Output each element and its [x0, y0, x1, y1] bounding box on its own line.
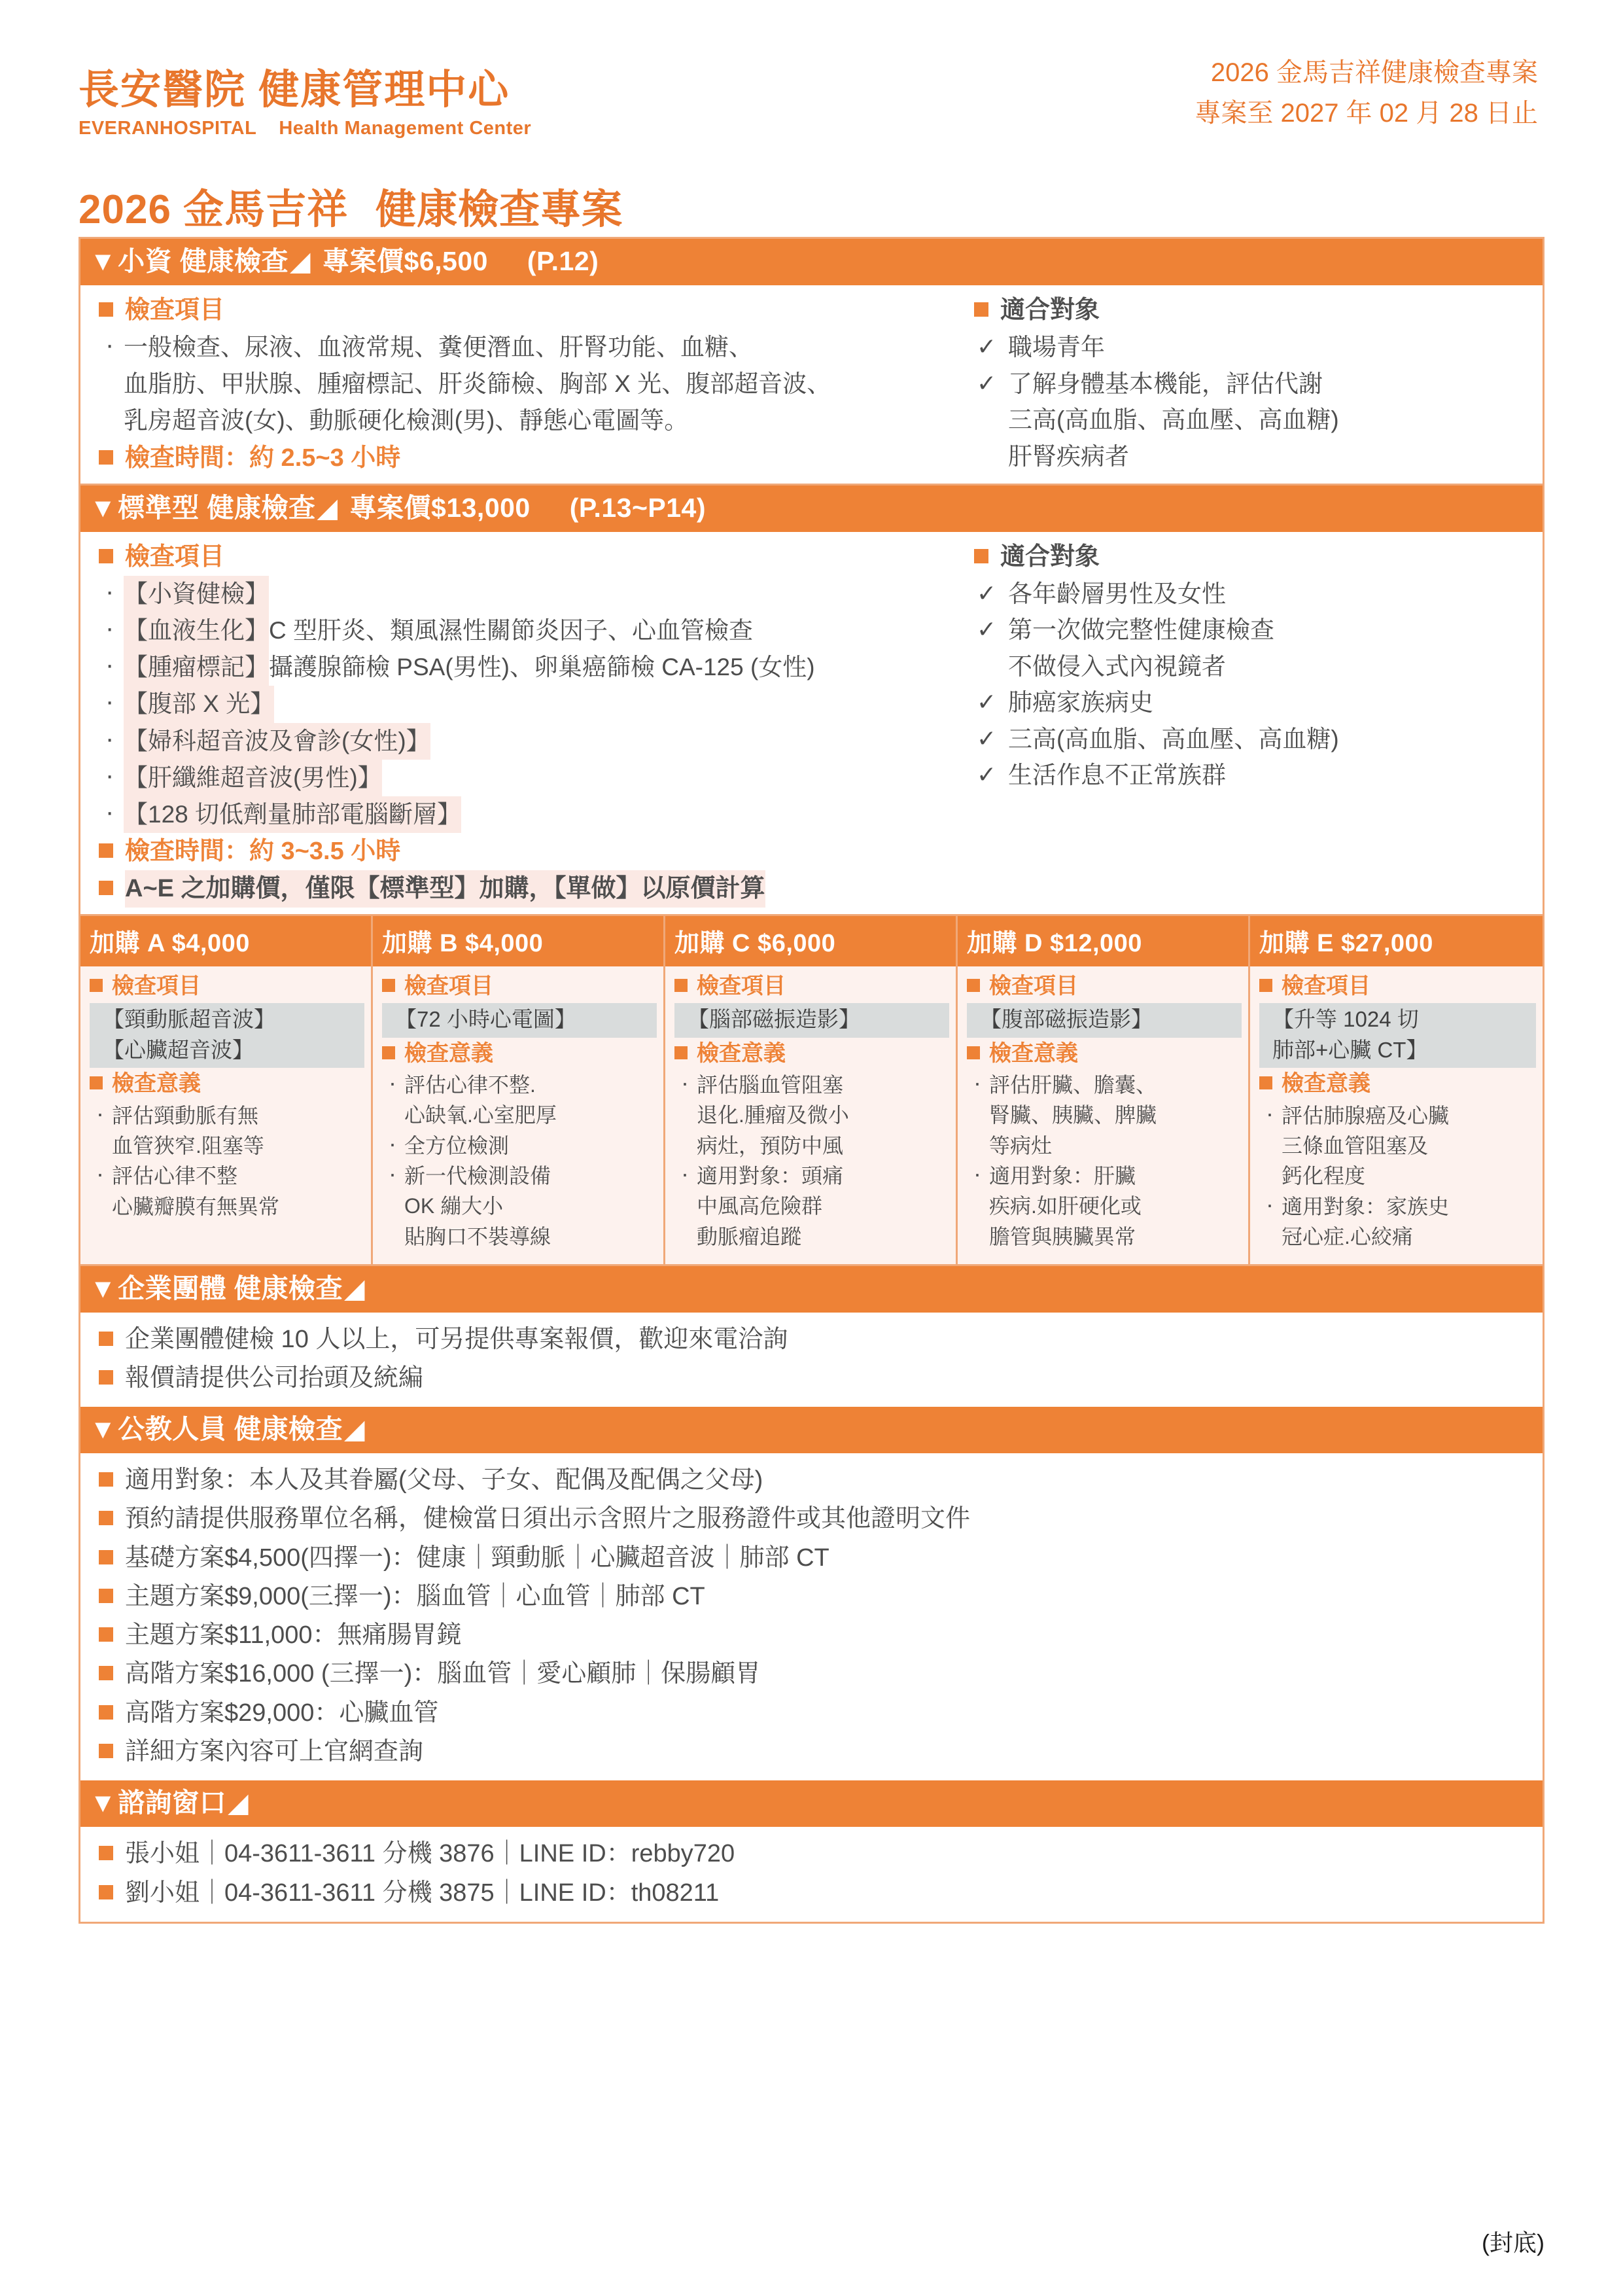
- standard-duration: [99, 833, 957, 870]
- standard-target-cont: 不做侵入式內視鏡者: [1008, 652, 1226, 680]
- page-title-main: 健康檢查專案: [375, 187, 623, 232]
- basic-items-heading: [99, 292, 957, 329]
- section-public-servant-body: [80, 1453, 1543, 1780]
- triangle-left-icon: ▼: [90, 1273, 117, 1303]
- addon-items-heading: [382, 970, 657, 1002]
- section-bar-corporate: [80, 1264, 1543, 1313]
- addon-meaning-cont: 中風高危險群: [697, 1194, 823, 1218]
- bullet-square-icon: [99, 1744, 113, 1758]
- addon-card-c-title: 加購 C $6,000: [665, 916, 956, 966]
- addon-meaning-heading-label: 檢查意義: [1282, 1071, 1370, 1097]
- public-servant-line-label: 高階方案$29,000：心臟血管: [125, 1699, 439, 1727]
- addon-meaning-cont: 冠心症.心絞痛: [1282, 1225, 1413, 1249]
- addon-meaning-heading-label: 檢查意義: [989, 1040, 1078, 1066]
- addon-card-b-title: 加購 B $4,000: [373, 916, 663, 966]
- addon-item: 【頸動脈超音波】: [103, 1006, 275, 1031]
- triangle-left-icon: ▼: [90, 1788, 117, 1818]
- triangle-left-icon: ▼: [90, 1414, 117, 1445]
- basic-target-item: ✓ 了解身體基本機能，評估代謝: [974, 366, 1543, 402]
- contact-line[interactable]: [99, 1874, 1543, 1913]
- triangle-right-icon: ◢: [343, 1414, 366, 1445]
- public-servant-line-label: 預約請提供服務單位名稱，健檢當日須出示含照片之服務證件或其他證明文件: [125, 1505, 971, 1533]
- promo-line-2: 專案至 2027 年 02 月 28 日止: [1195, 99, 1538, 128]
- standard-target-item: ✓ 三高(高血脂、高血壓、高血糖): [974, 721, 1543, 758]
- corporate-line: [99, 1359, 1543, 1398]
- standard-item-row: [99, 796, 957, 833]
- addon-items-highlight: [1259, 1003, 1536, 1069]
- bullet-square-icon: [382, 979, 395, 992]
- addon-meaning-cont: 退化.腫瘤及微小: [697, 1103, 849, 1127]
- addon-meaning-heading: [382, 1038, 657, 1070]
- addon-meaning: · 評估心律不整.: [382, 1070, 657, 1100]
- standard-item-row: [99, 760, 957, 796]
- bullet-square-icon: [674, 979, 688, 992]
- bullet-square-icon: [99, 549, 113, 563]
- standard-addon-note: [99, 870, 1543, 908]
- addon-item: 【72 小時心電圖】: [395, 1006, 576, 1031]
- bullet-square-icon: [99, 843, 113, 858]
- public-servant-line: [99, 1539, 1543, 1578]
- section-contact-body: [80, 1827, 1543, 1922]
- triangle-left-icon: ▼: [90, 246, 117, 276]
- section-standard-name: 標準型 健康檢查: [118, 492, 316, 523]
- basic-left-column: [80, 292, 957, 477]
- bullet-square-icon: [99, 1332, 113, 1346]
- addon-meaning-heading: [1259, 1068, 1536, 1100]
- addon-items-highlight: [90, 1003, 364, 1069]
- public-servant-line: [99, 1694, 1543, 1733]
- standard-left-column: [80, 539, 957, 871]
- promo-note: [1195, 52, 1538, 133]
- section-bar-public-servant: [80, 1407, 1543, 1453]
- bullet-square-icon: [99, 1472, 113, 1487]
- triangle-right-icon: ◢: [317, 492, 338, 523]
- public-servant-line: [99, 1616, 1543, 1655]
- bullet-square-icon: [99, 1627, 113, 1642]
- section-bar-standard: [80, 486, 1543, 532]
- addon-card-e-title: 加購 E $27,000: [1250, 916, 1543, 966]
- basic-target-heading-label: 適合對象: [1000, 296, 1100, 324]
- standard-target-heading: [974, 539, 1543, 576]
- addon-meaning-cont: 腎臟、胰臟、脾臟: [989, 1103, 1157, 1127]
- addon-meaning-heading: [674, 1038, 949, 1070]
- section-bar-contact: [80, 1780, 1543, 1827]
- section-bar-basic: [80, 239, 1543, 285]
- standard-target-item: ✓ 各年齡層男性及女性: [974, 576, 1543, 612]
- standard-items-heading-label: 檢查項目: [125, 542, 225, 571]
- bullet-square-icon: [99, 1846, 113, 1860]
- triangle-right-icon: ◢: [343, 1273, 366, 1303]
- basic-target-heading: [974, 292, 1543, 329]
- page-header: [79, 0, 1544, 232]
- bullet-square-icon: [674, 1046, 688, 1059]
- addon-meaning-heading-label: 檢查意義: [697, 1040, 786, 1066]
- section-standard-body: [80, 532, 1543, 915]
- triangle-left-icon: ▼: [90, 492, 117, 523]
- standard-target-item: ✓ 第一次做完整性健康檢查: [974, 612, 1543, 648]
- addon-meaning: · 適用對象：家族史: [1259, 1192, 1536, 1222]
- addon-meaning-cont: 疾病.如肝硬化或: [989, 1194, 1142, 1218]
- brand-name-cn: 長安醫院 健康管理中心: [79, 67, 510, 113]
- addon-items-heading: [967, 970, 1242, 1002]
- public-servant-line-label: 主題方案$11,000：無痛腸胃鏡: [125, 1621, 462, 1650]
- addon-meaning-cont: 等病灶: [989, 1133, 1053, 1157]
- addon-meaning-cont: 血管狹窄.阻塞等: [112, 1134, 264, 1158]
- section-standard-price: 專案價$13,000: [349, 492, 531, 523]
- addon-meaning-heading: [967, 1038, 1242, 1070]
- bullet-square-icon: [99, 302, 113, 317]
- addon-meaning-heading-label: 檢查意義: [404, 1040, 493, 1066]
- bullet-square-icon: [99, 450, 113, 465]
- content-frame: [79, 237, 1544, 1924]
- addon-meaning: · 適用對象：頭痛: [674, 1161, 949, 1191]
- public-servant-line: [99, 1578, 1543, 1616]
- addon-card-e[interactable]: [1250, 916, 1543, 1263]
- section-basic-price: 專案價$6,500: [323, 246, 488, 276]
- bullet-square-icon: [99, 1705, 113, 1720]
- section-basic-body: [80, 285, 1543, 484]
- addon-meaning: · 評估腦血管阻塞: [674, 1070, 949, 1100]
- addon-items-highlight: [967, 1003, 1242, 1038]
- promo-line-1: 2026 金馬吉祥健康檢查專案: [1210, 58, 1538, 87]
- standard-item-rest: C 型肝炎、類風濕性關節炎因子、心血管檢查: [269, 616, 753, 644]
- standard-duration-label: 檢查時間：約 3~3.5 小時: [125, 838, 401, 866]
- addon-cards: [80, 914, 1543, 1263]
- bullet-square-icon: [974, 549, 988, 563]
- addon-meaning-cont: 三條血管阻塞及: [1282, 1134, 1429, 1158]
- standard-item-row: [99, 612, 957, 649]
- bullet-square-icon: [382, 1046, 395, 1059]
- addon-items-heading: [90, 970, 364, 1002]
- bullet-square-icon: [99, 1511, 113, 1525]
- addon-meaning-cont: 心缺氧.心室肥厚: [404, 1103, 557, 1127]
- addon-meaning: · 全方位檢測: [382, 1131, 657, 1161]
- standard-item-tag: 【婦科超音波及會診(女性)】: [124, 723, 430, 760]
- addon-card-d-title: 加購 D $12,000: [958, 916, 1248, 966]
- addon-meaning-cont: 鈣化程度: [1282, 1164, 1366, 1188]
- addon-card-d[interactable]: [958, 916, 1250, 1263]
- basic-right-column: [957, 292, 1543, 477]
- standard-item-row: [99, 723, 957, 760]
- basic-item-line: 乳房超音波(女)、動脈硬化檢測(男)、靜態心電圖等。: [124, 407, 689, 434]
- addon-items-heading-label: 檢查項目: [697, 974, 786, 999]
- addon-meaning-cont: 膽管與胰臟異常: [989, 1224, 1136, 1248]
- public-servant-line-label: 主題方案$9,000(三擇一)：腦血管｜心血管｜肺部 CT: [125, 1582, 705, 1610]
- addon-items-heading-label: 檢查項目: [404, 974, 493, 999]
- standard-item-row: [99, 686, 957, 722]
- addon-item: 【升等 1024 切: [1272, 1006, 1419, 1031]
- triangle-right-icon: ◢: [228, 1788, 249, 1818]
- bullet-square-icon: [974, 302, 988, 317]
- brand-en-center: Health Management Center: [279, 118, 532, 139]
- addon-item: 肺部+心臟 CT】: [1272, 1037, 1428, 1062]
- bullet-square-icon: [1259, 979, 1272, 992]
- addon-items-highlight: [382, 1003, 657, 1038]
- addon-item: 【腹部磁振造影】: [980, 1006, 1153, 1031]
- section-standard-page: (P.13~P14): [569, 492, 706, 523]
- standard-target-heading-label: 適合對象: [1000, 542, 1100, 571]
- section-basic-page: (P.12): [527, 246, 599, 276]
- corporate-line-label: 報價請提供公司抬頭及統編: [125, 1364, 424, 1392]
- standard-item-row: [99, 576, 957, 612]
- page-title-year: 2026 金馬吉祥: [79, 187, 349, 232]
- public-servant-line: [99, 1655, 1543, 1693]
- page-title: [79, 177, 623, 235]
- corporate-line-label: 企業團體健檢 10 人以上，可另提供專案報價，歡迎來電洽詢: [125, 1325, 788, 1353]
- standard-item-tag: 【腹部 X 光】: [124, 686, 274, 722]
- addon-card-a-title: 加購 A $4,000: [80, 916, 371, 966]
- brand-en-hospital: EVERANHOSPITAL: [79, 118, 257, 139]
- contact-line-label: 劉小姐｜04-3611-3611 分機 3875｜LINE ID：th08211: [125, 1879, 720, 1907]
- standard-item-row: [99, 649, 957, 686]
- public-servant-line: [99, 1461, 1543, 1500]
- standard-item-rest: 攝護腺篩檢 PSA(男性)、卵巢癌篩檢 CA-125 (女性): [269, 654, 815, 681]
- bullet-square-icon: [99, 1885, 113, 1899]
- addon-meaning: · 適用對象：肝臟: [967, 1161, 1242, 1191]
- addon-items-heading-label: 檢查項目: [112, 974, 201, 999]
- basic-target-cont: 三高(高血脂、高血壓、高血糖): [1008, 406, 1339, 433]
- standard-items-heading: [99, 539, 957, 576]
- section-corporate-body: [80, 1313, 1543, 1407]
- standard-item-tag: 【128 切低劑量肺部電腦斷層】: [124, 796, 461, 833]
- bullet-square-icon: [99, 1589, 113, 1603]
- basic-target-item: ✓ 職場青年: [974, 329, 1543, 366]
- addon-card-b[interactable]: [373, 916, 665, 1263]
- bullet-square-icon: [99, 1550, 113, 1564]
- standard-item-tag: 【血液生化】: [124, 612, 269, 649]
- addon-meaning-cont: OK 繃大小: [404, 1194, 504, 1218]
- addon-meaning-heading: [90, 1068, 364, 1100]
- standard-item-tag: 【腫瘤標記】: [124, 649, 269, 686]
- addon-meaning-cont: 動脈瘤追蹤: [697, 1224, 802, 1248]
- addon-items-heading-label: 檢查項目: [1282, 974, 1370, 999]
- triangle-right-icon: ◢: [289, 246, 311, 276]
- public-servant-line-label: 詳細方案內容可上官網查詢: [125, 1738, 424, 1765]
- bullet-square-icon: [967, 979, 980, 992]
- addon-meaning: · 評估心律不整: [90, 1161, 364, 1191]
- bullet-square-icon: [1259, 1076, 1272, 1089]
- standard-addon-note-label: A~E 之加購價，僅限【標準型】加購，【單做】以原價計算: [125, 870, 765, 908]
- addon-meaning-heading-label: 檢查意義: [112, 1071, 201, 1097]
- addon-item: 【腦部磁振造影】: [688, 1006, 860, 1031]
- section-public-servant-name: 公教人員 健康檢查: [118, 1414, 343, 1445]
- contact-line[interactable]: [99, 1835, 1543, 1873]
- addon-item: 【心臟超音波】: [103, 1037, 254, 1062]
- basic-items-heading-label: 檢查項目: [125, 296, 225, 324]
- addon-card-a[interactable]: [80, 916, 373, 1263]
- corporate-line: [99, 1320, 1543, 1359]
- basic-duration: [99, 440, 957, 477]
- public-servant-line-label: 適用對象：本人及其眷屬(父母、子女、配偶及配偶之父母): [125, 1466, 763, 1494]
- brand-block: [79, 69, 531, 139]
- addon-items-heading: [674, 970, 949, 1002]
- addon-meaning: · 評估肺腺癌及心臟: [1259, 1101, 1536, 1131]
- standard-item-tag: 【肝纖維超音波(男性)】: [124, 760, 382, 796]
- basic-target-cont: 肝腎疾病者: [1008, 442, 1129, 470]
- addon-meaning-cont: 病灶，預防中風: [697, 1133, 844, 1157]
- public-servant-line-label: 高階方案$16,000 (三擇一)：腦血管｜愛心顧肺｜保腸顧胃: [125, 1660, 761, 1688]
- contact-line-label: 張小姐｜04-3611-3611 分機 3876｜LINE ID：rebby720: [125, 1840, 735, 1868]
- basic-item-line: · 一般檢查、尿液、血液常規、糞便潛血、肝腎功能、血糖、: [99, 329, 957, 366]
- bullet-square-icon: [90, 1076, 103, 1089]
- public-servant-line-label: 基礎方案$4,500(四擇一)：健康｜頸動脈｜心臟超音波｜肺部 CT: [125, 1544, 829, 1572]
- standard-item-tag: 【小資健檢】: [124, 576, 269, 612]
- footer-note: (封底): [1482, 2229, 1544, 2256]
- public-servant-line: [99, 1733, 1543, 1771]
- basic-item-line: 血脂肪、甲狀腺、腫瘤標記、肝炎篩檢、胸部 X 光、腹部超音波、: [124, 370, 831, 398]
- section-contact-name: 諮詢窗口: [118, 1788, 227, 1818]
- addon-meaning-cont: 貼胸口不裝導線: [404, 1224, 551, 1248]
- standard-target-item: ✓ 肺癌家族病史: [974, 684, 1543, 721]
- section-corporate-name: 企業團體 健康檢查: [118, 1273, 343, 1303]
- bullet-square-icon: [90, 979, 103, 992]
- bullet-square-icon: [967, 1046, 980, 1059]
- standard-right-column: [957, 539, 1543, 871]
- bullet-square-icon: [99, 881, 113, 895]
- standard-target-item: ✓ 生活作息不正常族群: [974, 757, 1543, 794]
- addon-meaning: · 評估頸動脈有無: [90, 1101, 364, 1131]
- addon-items-highlight: [674, 1003, 949, 1038]
- section-basic-name: 小資 健康檢查: [118, 246, 288, 276]
- addon-card-c[interactable]: [665, 916, 958, 1263]
- addon-meaning: · 評估肝臟、膽囊、: [967, 1070, 1242, 1100]
- bullet-square-icon: [99, 1370, 113, 1385]
- basic-duration-label: 檢查時間：約 2.5~3 小時: [125, 444, 401, 472]
- addon-meaning-cont: 心臟瓣膜有無異常: [112, 1194, 280, 1218]
- addon-items-heading: [1259, 970, 1536, 1002]
- bullet-square-icon: [99, 1666, 113, 1680]
- addon-meaning: · 新一代檢測設備: [382, 1161, 657, 1191]
- public-servant-line: [99, 1500, 1543, 1538]
- brand-name-en: [79, 118, 531, 139]
- addon-items-heading-label: 檢查項目: [989, 974, 1078, 999]
